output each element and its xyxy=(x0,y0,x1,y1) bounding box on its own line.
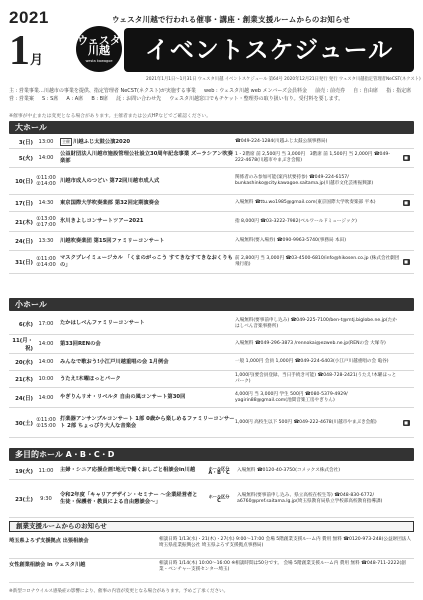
ticket-icon xyxy=(400,200,412,206)
event-title xyxy=(57,376,235,383)
event-time: ①11:00 ②15:00 xyxy=(36,416,56,429)
event-title xyxy=(57,255,235,268)
large-hall-list xyxy=(9,136,414,274)
event-title-text: 第33回RENの会 xyxy=(60,340,101,347)
event-row[interactable] xyxy=(9,480,414,518)
support-info: 相談日時 1/14(木) 10:00〜16:00 ※相談時間は50分です。 会場 5階創業支援ルーム内 費用 無料 ☎048-711-2222(創業・ベンチャー支援センター埼玉) xyxy=(159,561,406,572)
event-title-text: 令和2年度「キャリアデザイン・セミナー ～企業経営者と生徒・保護者・教員による自由懇談会～」 xyxy=(60,491,198,505)
event-time: 14:30 xyxy=(38,200,54,206)
event-title-text: みんなで歌おう!小江戸川越重唱の会 1月例会 xyxy=(60,358,169,365)
hall-label: ホール区分 xyxy=(208,465,230,471)
hall-value: C xyxy=(217,497,221,504)
hall-value: A・B・C xyxy=(208,469,230,476)
hall-label: ホール区分 xyxy=(208,493,230,499)
event-time: 13:30 xyxy=(38,238,54,244)
event-info: 4,000円 当 3,000円 学生 500円 ☎080-5379-4929/ yagirin88@gmail.com(池間音楽工房やぎりん) xyxy=(235,391,348,403)
hall-cell xyxy=(201,494,237,504)
event-title xyxy=(57,416,235,429)
legend-line-2: 営 : 営業案 S : S席 A : A席 B : B席 託 : お問い合わせ先 ウェスタ川越窓口でもチケット・整理券の取り扱い有り。受付料を要します。 xyxy=(9,96,344,102)
event-row[interactable] xyxy=(9,136,414,149)
event-title-text: うたえ!木曜ほっとパーク xyxy=(60,375,121,382)
ticket-icon xyxy=(400,259,412,265)
event-date: 3(日) xyxy=(18,140,33,146)
event-date: 31(日) xyxy=(15,260,33,266)
support-name: 埼玉県よろず支援拠点 出張相談会 xyxy=(9,538,89,544)
event-row[interactable] xyxy=(9,371,414,388)
event-date: 24(日) xyxy=(15,395,33,402)
support-list xyxy=(9,535,414,583)
ticket-icon: ■ xyxy=(404,259,408,264)
support-name: 女性創業相談会 in ウェスタ川越 xyxy=(9,562,86,568)
support-row[interactable] xyxy=(9,535,414,559)
tagline: ウェスタ川越で行われる催事・講座・創業支援ルームからのお知らせ xyxy=(112,15,351,24)
event-info: 入場無料 ☎0120-40-3750(コメックス株式会社) xyxy=(237,467,340,473)
support-info: 相談日時 1/13(水)・21(木)・27(水) 9:00〜17:00 会場 5階創業支援ルーム内 費用 無料 ☎0120-973-248(公益財団法人埼玉県産業振興公社 埼玉県よろず支援拠点事務局) xyxy=(159,537,411,548)
event-title-text: 主婦・シニア応援企画!地元で働くおしごと相談会in川越 xyxy=(60,467,196,474)
header xyxy=(0,0,423,95)
event-row[interactable] xyxy=(9,462,414,480)
ticket-icon: ■ xyxy=(404,419,408,425)
event-info: 入場無料(要入場券) ☎090-9963-5740(事務局 本田) xyxy=(235,238,346,243)
event-time: 13:00 xyxy=(38,139,54,145)
ticket-icon: ■ xyxy=(404,200,408,205)
hall-cell xyxy=(201,466,237,476)
event-date: 10(日) xyxy=(15,179,33,185)
section-multi-hall: 多目的ホール A・B・C・D xyxy=(9,448,414,461)
event-tag: 主催 xyxy=(60,138,72,147)
multi-hall-list xyxy=(9,462,414,518)
event-row[interactable] xyxy=(9,354,414,371)
page-title: イベントスケジュール xyxy=(124,28,414,72)
event-info: 入場無料(要事前申し込み、県立高校在校生等) ☎048-830-6772/ a6760@pref.saitama.lg.jp(埼玉県教育局県立学校部高校教育指導課) xyxy=(237,492,383,504)
event-row[interactable] xyxy=(9,388,414,408)
event-info: 関係者のみ参加可能(案内状要持参) ☎049-224-6157/ bunkashinko@city.kawagoe.saitama.jp(川越市文化芸術振興課) xyxy=(235,175,374,186)
legend xyxy=(9,87,414,103)
event-time: 17:00 xyxy=(38,320,54,327)
event-info: 一般 1,000円 会員 1,000円 ☎049-224-6403(小江戸川越重唱の会 亀谷) xyxy=(235,359,389,364)
event-info: 1,000円(要会員登録、当日手続き可能) ☎048-728-2421(うたえ!木曜ほっとパーク) xyxy=(235,373,397,384)
event-row[interactable] xyxy=(9,335,414,354)
event-date: 23(土) xyxy=(15,496,33,503)
year: 2021 xyxy=(9,8,49,27)
event-title-text: 川越ふじ太鼓公演2020 xyxy=(73,138,131,145)
event-title-text: 氷川きよしコンサートツアー2021 xyxy=(60,218,144,225)
event-date: 5(火) xyxy=(18,156,33,162)
event-date: 17(日) xyxy=(15,201,33,207)
event-title-text: 川越吹奏楽団 第15回ファミリーコンサート xyxy=(60,237,165,244)
footer-note: ※新型コロナウイルス感染症の影響により、催事の内容が変更となる場合があります。予めご了承ください。 xyxy=(9,589,229,594)
event-title xyxy=(57,178,235,185)
month: 1月 xyxy=(9,28,44,74)
event-title-text: 打楽器アンサンブルコンサート 1部 0歳から楽しめるファミリーコンサート 2部 ちょっぴり大人な音楽会 xyxy=(60,415,235,429)
event-date: 21(木) xyxy=(15,219,33,226)
event-info: 入場無料 ☎ttu.wo1985@gmail.com(東京国際大学吹奏楽部 平本) xyxy=(235,200,376,205)
event-time: ①13:00 ②17:00 xyxy=(36,215,56,228)
ticket-icon: ■ xyxy=(404,155,408,160)
event-row[interactable] xyxy=(9,251,414,274)
event-info: 前 2,800円 当 3,000円 ☎03-4500-6810/info@hikosen.co.jp (株式会社劇団飛行船) xyxy=(235,256,400,267)
event-info: 1,000円 高校生以下 500円 ☎049-222-4678(川越市やまぶき会館) xyxy=(235,419,377,425)
event-title xyxy=(57,394,235,401)
event-row[interactable] xyxy=(9,408,414,438)
section-large-hall: 大ホール xyxy=(9,121,414,134)
event-title-text: たかはしべんファミリーコンサート xyxy=(60,320,145,327)
event-time: 14:00 xyxy=(38,359,54,365)
event-row[interactable] xyxy=(9,232,414,251)
event-row[interactable] xyxy=(9,149,414,168)
event-time: 14:00 xyxy=(38,394,54,401)
event-row[interactable] xyxy=(9,313,414,335)
event-date: 11(月・祝) xyxy=(12,338,33,352)
section-support: 創業支援ルームからのお知らせ xyxy=(9,521,414,532)
issue-line: 2021年1月1日〜1月31日 ウェスタ川越 イベントスケジュール 第64号 2020年12月21日発行 発行 ウェスタ川越指定管理者NeCST(ネクスト) xyxy=(146,77,421,82)
event-date: 19(火) xyxy=(15,468,33,475)
event-title xyxy=(57,359,235,366)
event-info: 指 8,000円 ☎03-3222-7982(ベルワールドミュージック) xyxy=(235,218,357,224)
event-info: 1・2階席 前 2,500円 当 3,000円 3階席 前 1,500円 当 2,000円 ☎049-222-4678(川越市やまぶき会館) xyxy=(235,152,390,163)
event-title xyxy=(57,341,235,348)
cancel-note: ※催事が中止または変更となる場合があります。主催者または公式HPなどでご確認ください。 xyxy=(9,114,212,119)
event-title-text: 公益財団法人川越市施設管理公社設立30周年記念事業 ズーラシアン吹奏楽部 xyxy=(60,151,233,164)
event-title xyxy=(57,200,235,207)
event-date: 20(水) xyxy=(15,360,33,366)
event-title xyxy=(57,492,201,505)
event-title xyxy=(57,218,235,225)
ticket-icon xyxy=(400,155,412,161)
event-title xyxy=(57,238,235,245)
event-time: 14:00 xyxy=(38,155,54,161)
small-hall-list xyxy=(9,313,414,438)
event-time: 10:00 xyxy=(38,376,54,382)
event-info: 入場無料 ☎049-296-3873 /rennokai@ezweb.ne.jp(RENの会 大塚寺) xyxy=(235,341,386,346)
event-title xyxy=(57,320,235,327)
event-title-text: 川越市成人のつどい 第72回川越市成人式 xyxy=(60,177,160,184)
event-row[interactable] xyxy=(9,168,414,195)
legend-line-1: 主 : 営業事業…川越市の事業を提供、指定管理者 NeCST(ネクスト)が実施する事業 web : ウェスタ川越 web メンバーズ会員料金 前売 : 前売券 自 : 自由席 指 : 指定席 xyxy=(9,88,412,94)
section-small-hall: 小ホール xyxy=(9,298,414,311)
event-date: 24(日) xyxy=(15,239,33,245)
event-title xyxy=(57,138,235,147)
event-date: 6(水) xyxy=(18,321,33,328)
event-time: ①11:00 ②14:00 xyxy=(36,175,56,187)
event-title-text: やぎりんリオ・リベルタ 自由の風コンサート第30回 xyxy=(60,394,186,401)
support-row[interactable] xyxy=(9,559,414,583)
event-title-text: 東京国際大学吹奏楽部 第32回定期演奏会 xyxy=(60,199,160,206)
event-date: 21(木) xyxy=(15,377,33,383)
event-row[interactable] xyxy=(9,195,414,212)
event-date: 30(土) xyxy=(15,420,33,427)
event-info: ☎049-224-1284(川越ふじ太鼓公演事務局) xyxy=(235,139,328,144)
event-time: 9:30 xyxy=(40,495,52,502)
event-time: 14:00 xyxy=(38,341,54,347)
westa-logo: ウェスタ 川越 westa kawagoe xyxy=(76,26,122,72)
event-title xyxy=(57,151,235,164)
event-time: ①11:00 ②14:00 xyxy=(36,256,56,268)
ticket-icon xyxy=(400,420,412,426)
event-info: 入場無料(要事前申し込み) ☎049-225-7100/ben-t@mtj.biglobe.ne.jp(たかはしべん音楽事務所) xyxy=(235,317,397,329)
event-time: 11:00 xyxy=(38,467,54,474)
event-title-text: マスクプレイミュージカル 「くまのがっこう すてきなすてきなおくりもの」 xyxy=(60,255,233,268)
event-row[interactable] xyxy=(9,212,414,232)
event-title xyxy=(57,467,201,474)
